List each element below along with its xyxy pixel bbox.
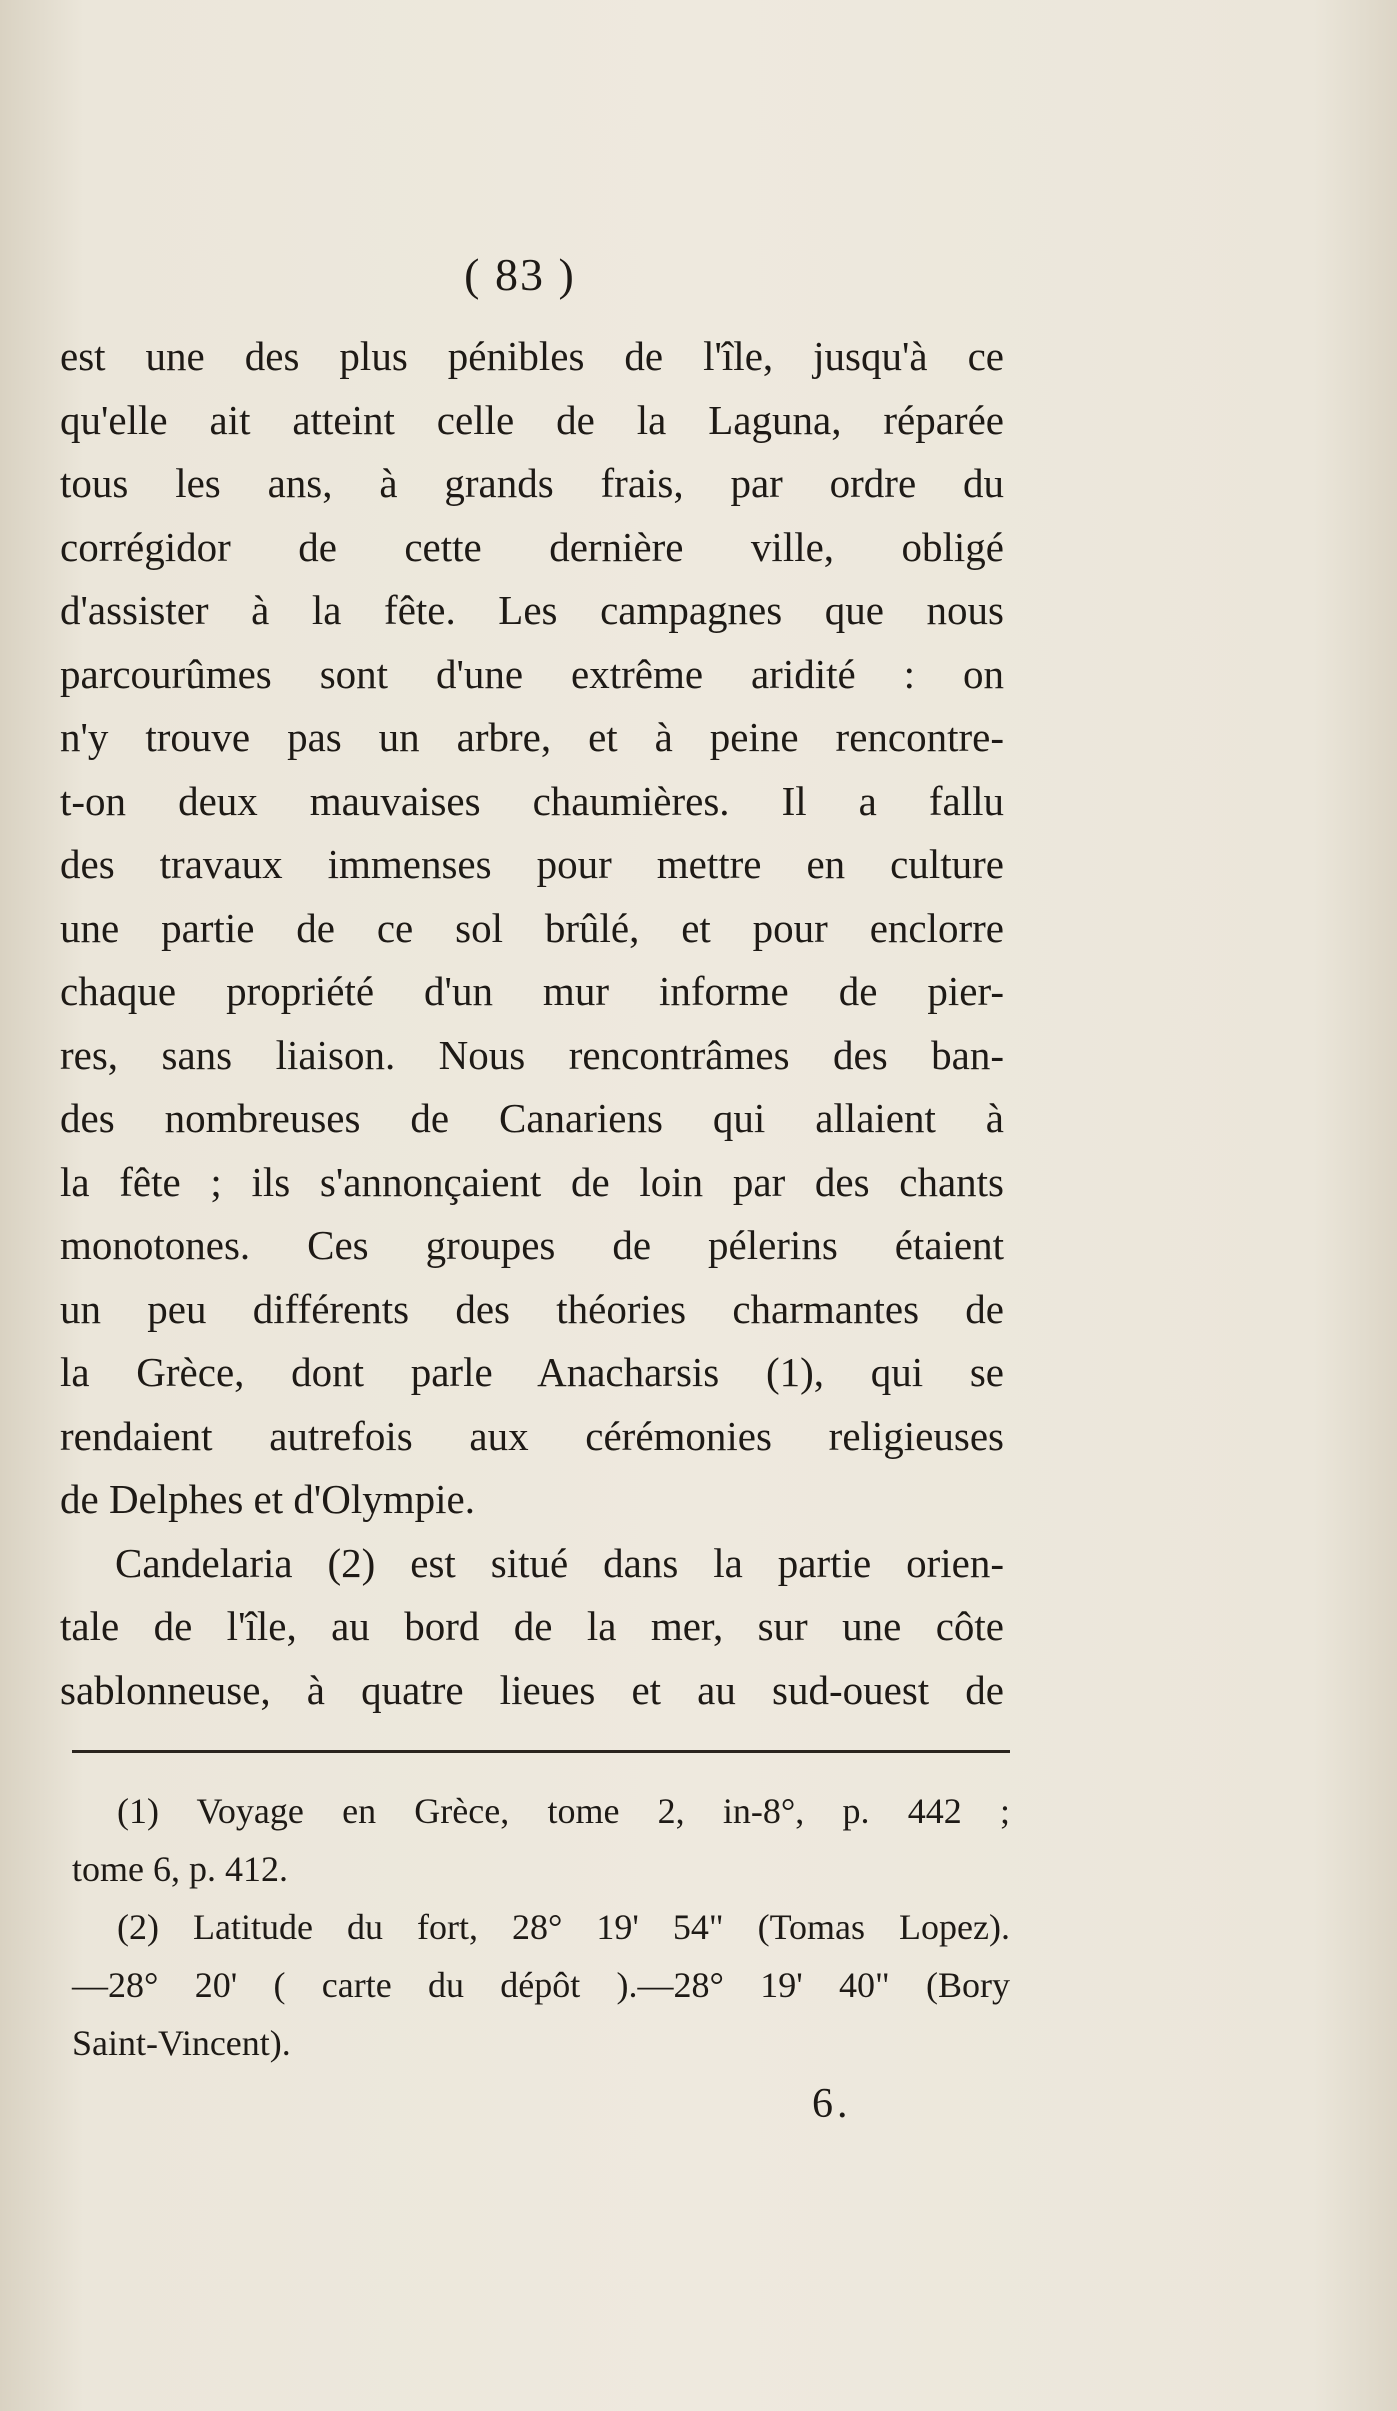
body-line: n'y trouve pas un arbre, et à peine rencontre- xyxy=(60,714,1004,760)
body-line: est une des plus pénibles de l'île, jusqu'à ce xyxy=(60,333,1004,379)
body-line: t-on deux mauvaises chaumières. Il a fallu xyxy=(60,777,1004,824)
body-line: de Delphes et d'Olympie. xyxy=(60,1476,476,1522)
footnotes xyxy=(72,1782,1010,2072)
footnote-line: —28° 20' ( carte du dépôt ).—28° 19' 40" (Bory xyxy=(72,1965,1010,2005)
body-line: des travaux immenses pour mettre en culture xyxy=(60,841,1004,887)
footnote-line: (1) Voyage en Grèce, tome 2, in-8°, p. 442 ; xyxy=(117,1791,1010,1831)
body-line: res, sans liaison. Nous rencontrâmes des ban- xyxy=(60,1031,1004,1078)
body-line: corrégidor de cette dernière ville, obligé xyxy=(60,523,1004,570)
footnote-line: (2) Latitude du fort, 28° 19' 54" (Tomas Lopez). xyxy=(117,1907,1010,1947)
body-line: tale de l'île, au bord de la mer, sur une côte xyxy=(60,1603,1004,1649)
body-line: des nombreuses de Canariens qui allaient à xyxy=(60,1095,1004,1141)
body-line: sablonneuse, à quatre lieues et au sud-ouest de xyxy=(60,1666,1004,1713)
body-line: qu'elle ait atteint celle de la Laguna, réparée xyxy=(60,396,1004,443)
body-line: parcourûmes sont d'une extrême aridité : on xyxy=(60,650,1004,697)
body-line: la fête ; ils s'annonçaient de loin par des chants xyxy=(60,1158,1004,1205)
page-number: ( 83 ) xyxy=(464,249,576,300)
body-line: chaque propriété d'un mur informe de pier- xyxy=(60,968,1004,1014)
body-line: monotones. Ces groupes de pélerins étaient xyxy=(60,1222,1004,1268)
body-text xyxy=(60,325,1004,1722)
body-line: Candelaria (2) est situé dans la partie orien- xyxy=(115,1539,1004,1586)
footnote-line: tome 6, p. 412. xyxy=(72,1849,288,1889)
signature-mark: 6. xyxy=(812,2081,852,2127)
footnote-line: Saint-Vincent). xyxy=(72,2023,291,2063)
body-line: rendaient autrefois aux cérémonies religieuses xyxy=(60,1412,1004,1459)
body-line: un peu différents des théories charmantes de xyxy=(60,1285,1004,1332)
body-line: tous les ans, à grands frais, par ordre du xyxy=(60,460,1004,506)
body-line: d'assister à la fête. Les campagnes que nous xyxy=(60,587,1004,633)
body-line: la Grèce, dont parle Anacharsis (1), qui se xyxy=(60,1349,1004,1395)
footnote-divider xyxy=(72,1750,1010,1753)
body-line: une partie de ce sol brûlé, et pour enclorre xyxy=(60,904,1004,951)
